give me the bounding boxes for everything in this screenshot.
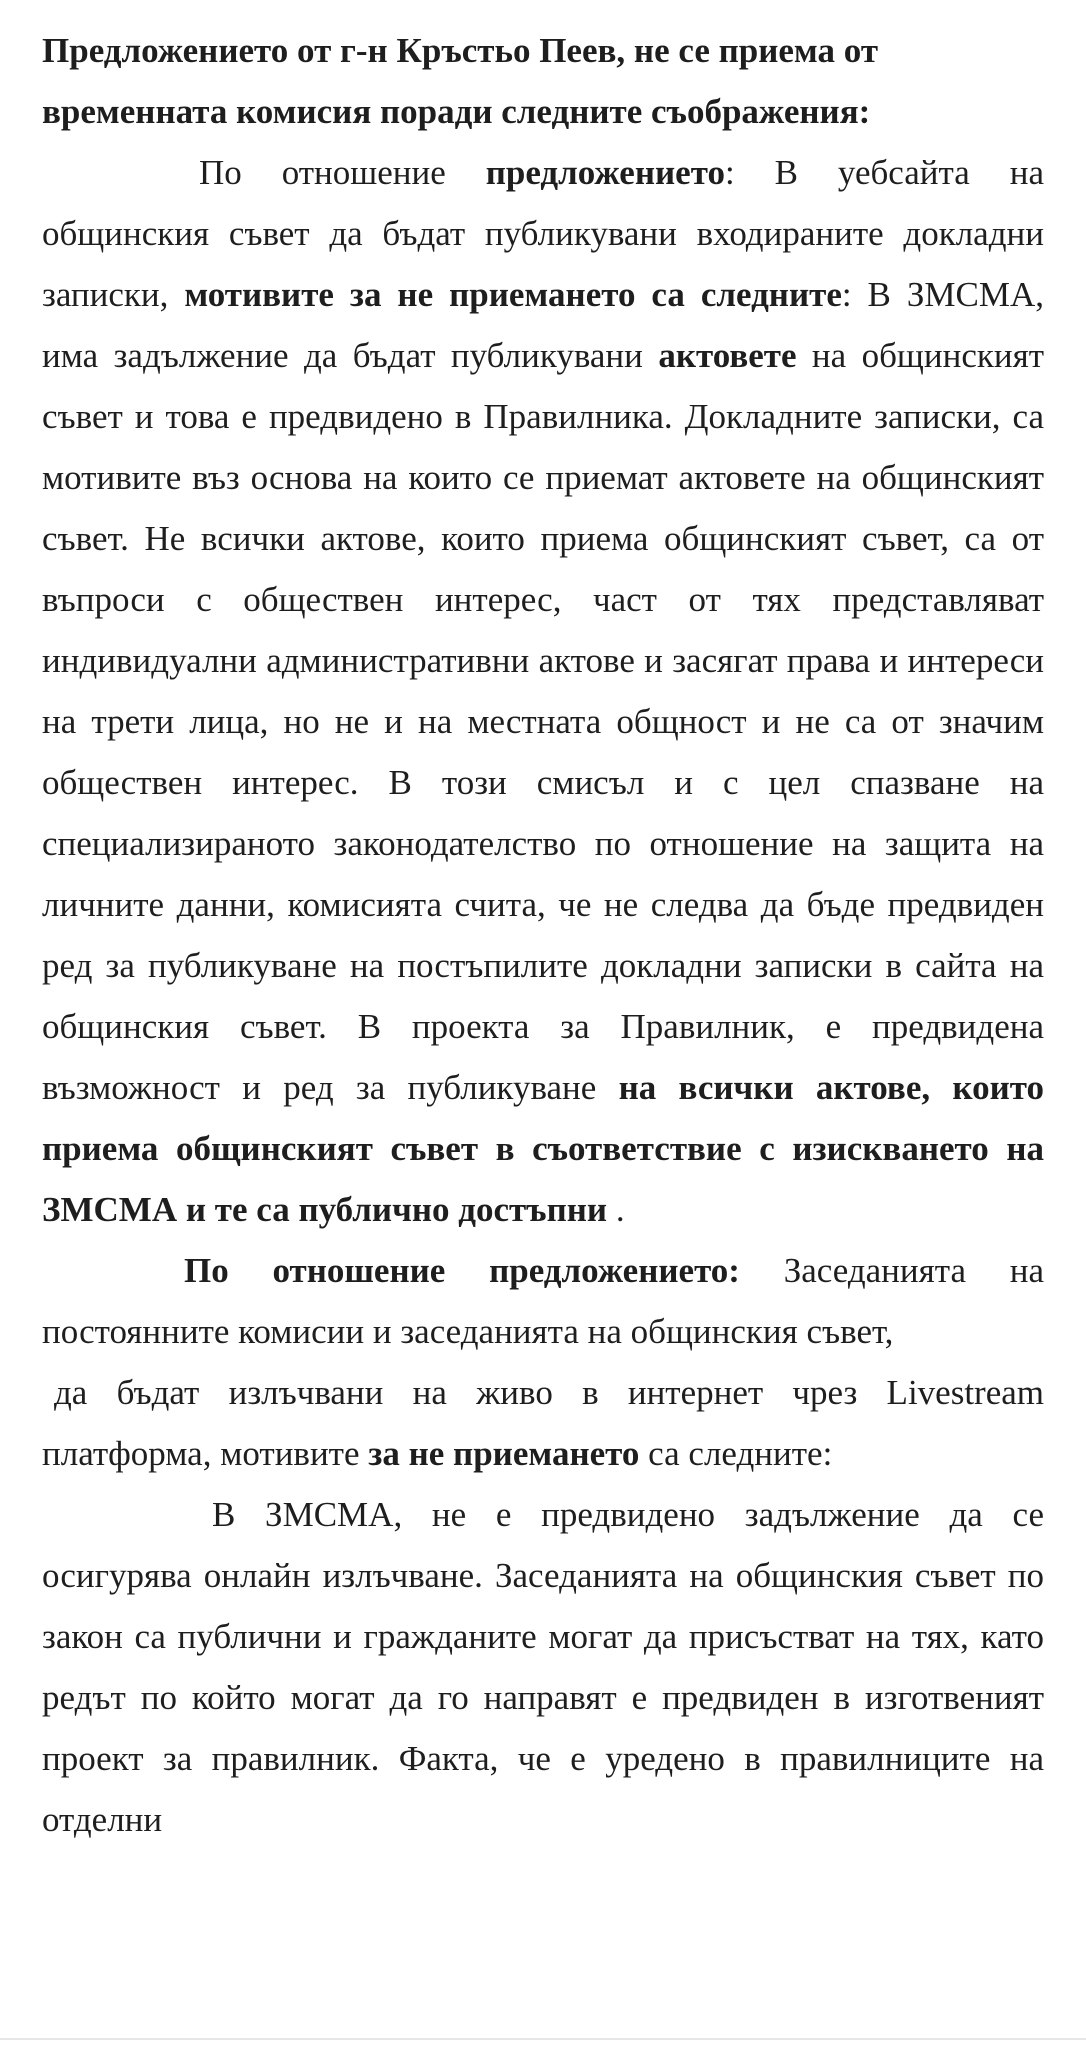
p1-text-3: : В ЗМСМА, има задължение да бъдат публикувани	[42, 275, 1045, 375]
p1-text-4: на общинският съвет и това е предвидено в Правилника. Докладните записки, са мотивите въз основа на които се приемат актовете на общинският съвет. Не всички актове, които приема общинският съвет, са от въпроси с обществен интерес, част от тях представляват индивидуални административни актове и засягат права и интереси на трети лица, но не и на местната общност и не са от значим обществен интерес. В този смисъл и с цел спазване на специализираното законодателство по отношение на защита на личните данни, комисията счита, че не следва да бъде предвиден ред за публикуване на постъпилите докладни записки в сайта на общинския съвет. В проекта за Правилник, е предвидена възможност и ред за публикуване	[42, 336, 1044, 1107]
paragraph-website-proposal	[42, 142, 1044, 1240]
heading-line-2: временната комисия поради следните съображения:	[42, 92, 871, 131]
p2-bold-1: По отношение предложението:	[184, 1251, 740, 1290]
p1-bold-3: актовете	[658, 336, 797, 375]
p2-text-3: са следните:	[639, 1434, 833, 1473]
paragraph-zmsma-motives	[42, 1484, 1044, 1850]
p1-bold-4: на всички актове, които приема общинският съвет в съответствие с изискването на ЗМСМА и те са публично достъпни	[42, 1068, 1044, 1229]
p3-text-1: В ЗМСМА, не е предвидено задължение да се осигурява онлайн излъчване. Заседанията на общинския съвет по закон са публични и гражданите могат да присъстват на тях, като редът по който могат да го направят е предвиден в изготвеният проект за правилник. Факта, че е уредено в правилниците на отделни	[42, 1495, 1044, 1839]
heading-line-1: Предложението от г-н Кръстьо Пеев, не се приема от	[42, 31, 879, 70]
p1-text-5: .	[607, 1190, 625, 1229]
document-page	[42, 20, 1044, 1850]
page-cut-divider	[0, 2038, 1086, 2040]
p2-text-2: да бъдат излъчвани на живо в интернет чрез Livestream платформа, мотивите	[42, 1373, 1044, 1473]
p2-bold-2: за не приемането	[368, 1434, 640, 1473]
document-heading	[42, 20, 1044, 142]
paragraph-livestream-proposal	[42, 1240, 1044, 1484]
p1-bold-1: предложението	[485, 153, 725, 192]
p1-text-2: : В уебсайта на общинския съвет да бъдат публикувани входираните докладни записки,	[42, 153, 1044, 314]
p2-text-1: Заседанията на постоянните комисии и заседанията на общинския съвет,	[42, 1251, 1045, 1351]
p1-bold-2: мотивите за не приемането са следните	[184, 275, 842, 314]
p1-text-1: По отношение	[199, 153, 486, 192]
